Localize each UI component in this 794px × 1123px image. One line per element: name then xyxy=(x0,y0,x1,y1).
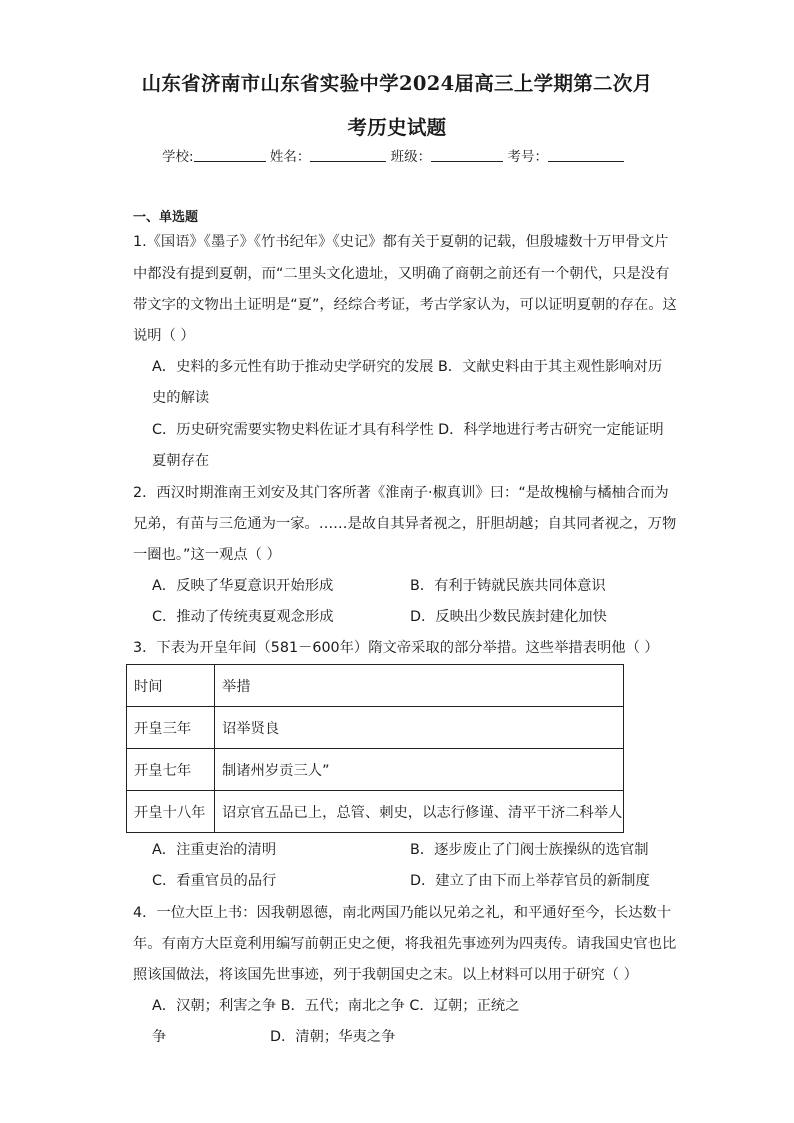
student-info-row xyxy=(162,145,624,165)
q1-option-ab: A．史料的多元性有助于推动史学研究的发展 B．文献史料由于其主观性影响对历 xyxy=(152,359,663,375)
table-header-row xyxy=(127,665,624,707)
class-label: 班级： xyxy=(390,149,432,165)
table-cell: 开皇七年 xyxy=(127,749,215,791)
section-title: 一、单选题 xyxy=(133,210,199,225)
table-cell: 诏举贤良 xyxy=(215,707,624,749)
q2-option-a: A．反映了华夏意识开始形成 xyxy=(152,578,334,594)
q1-option-d-cont: 夏朝存在 xyxy=(152,453,210,469)
q4-options-line-1: A．汉朝；利害之争 B．五代；南北之争 C．辽朝；正统之 xyxy=(152,998,520,1014)
q3-option-d: D．建立了由下而上举荐官员的新制度 xyxy=(410,873,650,889)
q1-line-3: 带文字的文物出土证明是“夏”，经综合考证，考古学家认为，可以证明夏朝的存在。这 xyxy=(133,297,677,313)
q4-line-1: 4．一位大臣上书：因我朝恩德，南北两国乃能以兄弟之礼，和平通好至今，长达数十 xyxy=(133,905,672,921)
q4-line-3: 照该国做法，将该国先世事迹，列于我朝国史之末。以上材料可以用于研究（ ） xyxy=(133,967,638,983)
q3-stem: 3．下表为开皇年间（581－600年）隋文帝采取的部分举措。这些举措表明他（ ） xyxy=(133,640,659,656)
table-header-cell: 时间 xyxy=(127,665,215,707)
q2-line-3: 一圈也。”这一观点（ ） xyxy=(133,547,281,563)
table-row xyxy=(127,707,624,749)
number-label: 考号： xyxy=(507,149,548,165)
q1-line-1: 1.《国语》《墨子》《竹书纪年》《史记》都有关于夏朝的记载，但殷墟数十万甲骨文片 xyxy=(133,234,669,250)
table-row xyxy=(127,791,624,833)
q2-line-1: 2．西汉时期淮南王刘安及其门客所著《淮南子·椒真训》曰：“是故槐榆与橘柚合而为 xyxy=(133,485,669,501)
q4-option-d: D．清朝；华夷之争 xyxy=(270,1029,396,1045)
q2-line-2: 兄弟，有苗与三危通为一家。……是故自其异者视之，肝胆胡越；自其同者视之，万物 xyxy=(133,516,677,532)
table-header-cell: 举措 xyxy=(215,665,624,707)
q1-line-2: 中都没有提到夏朝，而“二里头文化遗址，又明确了商朝之前还有一个朝代，只是没有 xyxy=(133,266,670,282)
table-row xyxy=(127,749,624,791)
q1-line-4: 说明（ ） xyxy=(133,328,195,344)
table-cell: 诏京官五品已上，总管、刺史，以志行修谨、清平干济二科举人 xyxy=(215,791,624,833)
school-blank[interactable] xyxy=(194,148,266,162)
name-blank[interactable] xyxy=(310,148,386,162)
name-label: 姓名： xyxy=(269,149,311,165)
q3-option-b: B．逐步废止了门阀士族操纵的选官制 xyxy=(410,842,649,858)
q3-option-c: C．看重官员的品行 xyxy=(152,873,277,889)
table-cell: 开皇三年 xyxy=(127,707,215,749)
class-blank[interactable] xyxy=(431,148,503,162)
table-cell: 制诸州岁贡三人” xyxy=(215,749,624,791)
q4-line-2: 年。有南方大臣竟利用编写前朝正史之便，将我祖先事迹列为四夷传。请我国史官也比 xyxy=(133,936,677,952)
table-cell: 开皇十八年 xyxy=(127,791,215,833)
exam-title-line-2: 考历史试题 xyxy=(347,116,447,139)
school-label: 学校: xyxy=(162,149,194,165)
q2-option-d: D．反映出少数民族封建化加快 xyxy=(410,609,607,625)
q4-option-c-cont: 争 xyxy=(152,1029,167,1045)
q2-option-c: C．推动了传统夷夏观念形成 xyxy=(152,609,334,625)
exam-title-line-1: 山东省济南市山东省实验中学2024届高三上学期第二次月 xyxy=(141,72,653,95)
q3-table xyxy=(126,664,624,833)
number-blank[interactable] xyxy=(548,148,624,162)
q1-option-cd: C．历史研究需要实物史料佐证才具有科学性 D．科学地进行考古研究一定能证明 xyxy=(152,422,664,438)
q3-option-a: A．注重吏治的清明 xyxy=(152,842,277,858)
q2-option-b: B．有利于铸就民族共同体意识 xyxy=(410,578,606,594)
q1-option-b-cont: 史的解读 xyxy=(152,390,210,406)
